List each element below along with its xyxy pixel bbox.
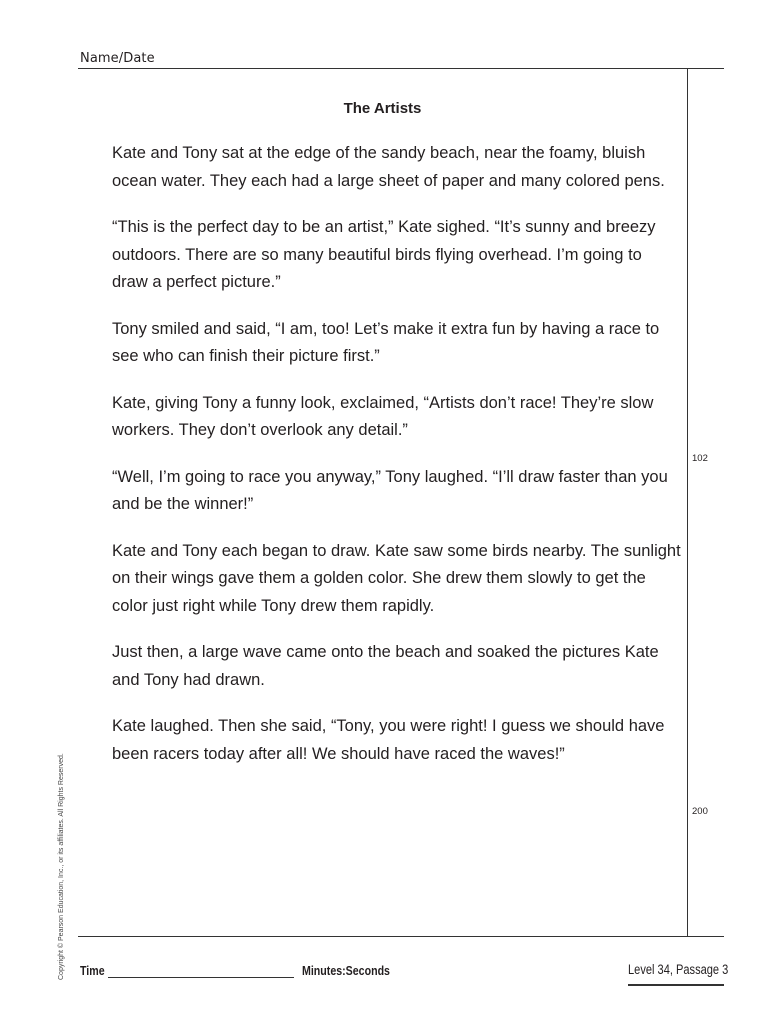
copyright-notice: Copyright © Pearson Education, Inc., or its affiliates. All Rights Reserved. xyxy=(58,753,65,980)
time-label: Time xyxy=(80,964,105,978)
paragraph: “Well, I’m going to race you anyway,” Tony laughed. “I’ll draw faster than you and be the winner!” xyxy=(112,467,668,513)
footer-rule xyxy=(78,936,724,937)
time-entry-line xyxy=(108,977,294,978)
paragraph: Kate and Tony sat at the edge of the sandy beach, near the foamy, bluish ocean water. They each had a large sheet of paper and many colored pens. xyxy=(112,144,665,190)
minutes-seconds-label: Minutes:Seconds xyxy=(302,964,390,978)
name-date-label: Name/Date xyxy=(80,51,155,66)
word-count-102: 102 xyxy=(692,453,708,464)
paragraph: Kate and Tony each began to draw. Kate saw some birds nearby. The sunlight on their wings gave them a golden color. She drew them slowly to get the color just right while Tony drew them rapidly. xyxy=(112,541,681,615)
header-rule xyxy=(78,68,724,69)
paragraph: Tony smiled and said, “I am, too! Let’s make it extra fun by having a race to see who can finish their picture first.” xyxy=(112,319,660,365)
paragraph: Kate, giving Tony a funny look, exclaimed, “Artists don’t race! They’re slow workers. They don’t overlook any detail.” xyxy=(112,393,654,439)
paragraph: Kate laughed. Then she said, “Tony, you were right! I guess we should have been racers today after all! We should have raced the waves!” xyxy=(112,717,665,763)
passage-body xyxy=(112,140,682,787)
word-count-200: 200 xyxy=(692,806,708,817)
paragraph: “This is the perfect day to be an artist,” Kate sighed. “It’s sunny and breezy outdoors. There are so many beautiful birds flying overhead. I’m going to draw a perfect picture.” xyxy=(112,218,656,291)
margin-rule xyxy=(687,68,688,936)
passage-title: The Artists xyxy=(343,100,422,117)
paragraph: Just then, a large wave came onto the beach and soaked the pictures Kate and Tony had drawn. xyxy=(112,643,659,689)
level-passage-label: Level 34, Passage 3 xyxy=(628,962,729,977)
level-underline xyxy=(628,984,724,986)
